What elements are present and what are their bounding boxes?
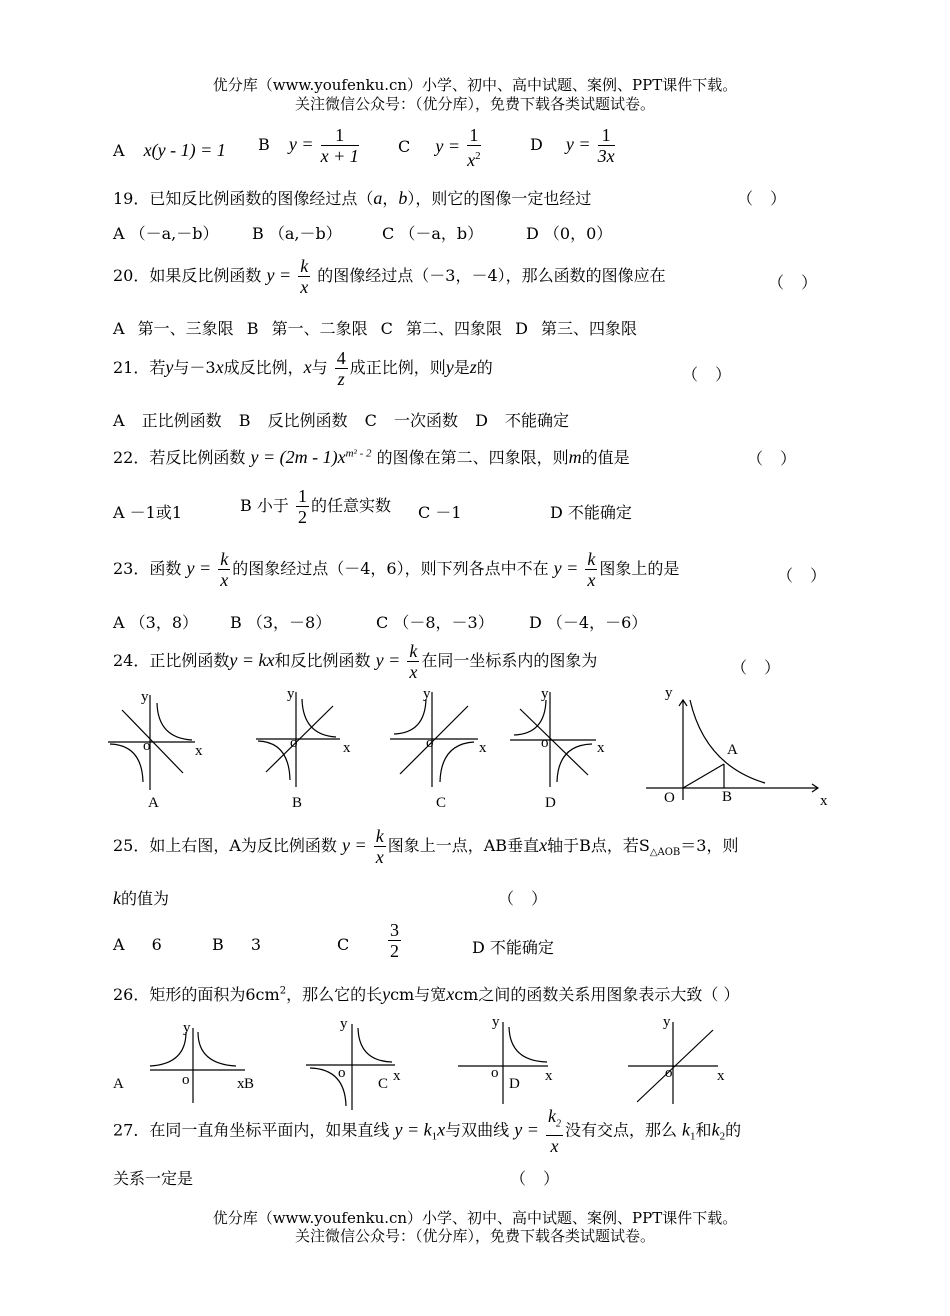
q24-yeq: y = <box>375 650 401 670</box>
q26-stem3: cm与宽 <box>390 985 447 1004</box>
q18-b-den: x + 1 <box>320 146 359 166</box>
q22-m: m <box>568 447 582 467</box>
q23-option-a: A （3，8） <box>113 613 199 632</box>
q26-label-a: A <box>113 1076 124 1092</box>
q25-option-d: D 不能确定 <box>472 938 554 957</box>
header-line-1: 优分库（www.youfenku.cn）小学、初中、高中试题、案例、PPT课件下载。 <box>212 76 738 94</box>
q24-num: 24．正比例函数 <box>113 651 230 670</box>
q25-yeq: y = <box>342 835 367 855</box>
q26-c-o: o <box>491 1065 499 1081</box>
q19-stem-part1: 19．已知反比例函数的图像经过点（ <box>113 189 374 208</box>
q26-a-o: o <box>182 1072 190 1088</box>
q24-b-o: o <box>290 735 298 751</box>
q23-option-c: C （－8，－3） <box>376 613 494 632</box>
q26-b-o: o <box>338 1065 346 1081</box>
q23-num: 23．函数 <box>113 559 182 578</box>
q24-c-x: x <box>479 740 487 756</box>
q21-p4: 与 <box>311 358 328 377</box>
q18-d-yeq: y = <box>565 134 591 154</box>
q27-sb: 2 <box>719 1130 726 1143</box>
q26-sq: 2 <box>279 985 287 997</box>
q25-option-a: A 6 <box>113 935 162 954</box>
q23-k2: k <box>587 549 596 569</box>
q27-and: 和 <box>695 1120 712 1140</box>
q18-c-sup: 2 <box>475 150 481 162</box>
q21-p3: 成反比例， <box>223 358 304 377</box>
q25-stem2: 图象上一点，AB垂直 <box>387 836 540 855</box>
q24-a-x: x <box>195 743 203 759</box>
q22-b-post: 的任意实数 <box>310 496 391 515</box>
q18-label-d: D <box>530 135 543 154</box>
q19-sep: ， <box>382 189 399 208</box>
q19-answer-paren: （ ） <box>737 189 793 208</box>
q20-k: k <box>300 256 309 276</box>
q18-b-num: 1 <box>321 125 359 146</box>
q24-a-o: o <box>143 738 151 754</box>
q21-y: y <box>165 357 174 377</box>
q20-options: A 第一、三象限 B 第一、二象限 C 第二、四象限 D 第三、四象限 <box>113 319 637 338</box>
q26-d-o: o <box>665 1065 673 1081</box>
q24-label-d: D <box>545 795 556 811</box>
q25-stem5: 的值为 <box>121 889 170 908</box>
q24-k: k <box>409 641 418 661</box>
q18-c-yeq: y = <box>435 136 460 156</box>
fig-y: y <box>665 685 673 701</box>
q27-stem3: 的 <box>725 1120 742 1140</box>
q19-stem-part2: ），则它的图像一定也经过 <box>407 189 592 208</box>
q18-d-num: 1 <box>598 125 615 146</box>
q24-stem2: 在同一坐标系内的图象为 <box>421 651 598 670</box>
q23-x2: x <box>587 570 596 590</box>
q21-four: 4 <box>336 348 346 368</box>
q23-k: k <box>220 549 229 569</box>
q26-label-d: D <box>509 1076 520 1092</box>
q18-b-yeq: y = <box>288 134 314 154</box>
q20-yeq: y = <box>266 265 292 285</box>
q26-a-x: x <box>237 1076 245 1092</box>
q19-option-a: A （－a,－b） <box>113 224 219 243</box>
q26-graph-b <box>306 1024 395 1110</box>
q18-d-den: 3x <box>597 146 615 166</box>
q18-label-c: C <box>398 137 411 156</box>
q18-c-den: x <box>467 150 476 170</box>
q26-stem2: ，那么它的长 <box>286 985 383 1004</box>
q23-option-b: B （3，－8） <box>230 613 332 632</box>
q26-label-c: C <box>378 1076 389 1092</box>
q24-b-x: x <box>343 740 351 756</box>
q21-p5: 成正比例，则 <box>349 358 446 377</box>
q24-d-x: x <box>597 740 605 756</box>
q21-options: A 正比例函数 B 反比例函数 C 一次函数 D 不能确定 <box>113 411 569 430</box>
q25-c-num: 3 <box>390 920 399 940</box>
q20-stem2: 的图像经过点（－3，－4），那么函数的图像应在 <box>317 266 666 285</box>
q24-d-y: y <box>541 686 549 702</box>
q26-graph-a <box>150 1028 245 1103</box>
q25-stem4: ＝3，则 <box>680 836 739 855</box>
q24-d-o: o <box>541 735 549 751</box>
q21-p7: 的 <box>476 358 493 377</box>
q26-graph-c <box>458 1022 548 1104</box>
q21-p1: 21．若 <box>113 358 166 377</box>
q24-a-y: y <box>141 689 149 705</box>
q27-line2: 关系一定是 <box>113 1169 194 1188</box>
q19-a: a <box>373 188 383 208</box>
q19-option-d: D （0，0） <box>526 224 613 243</box>
q24-answer-paren: （ ） <box>731 658 787 677</box>
q25-x: x <box>375 847 384 867</box>
q26-label-b: B <box>244 1076 255 1092</box>
q18-label-a: A <box>113 141 125 160</box>
q26-x: x <box>446 984 455 1004</box>
q24-b-y: y <box>287 686 295 702</box>
q20-answer-paren: （ ） <box>768 273 824 292</box>
q25-answer-paren: （ ） <box>498 889 554 908</box>
q23-option-d: D （－4，－6） <box>529 613 648 632</box>
q27-k2: k <box>547 1106 556 1126</box>
q27-answer-paren: （ ） <box>510 1169 566 1188</box>
q24-label-b: B <box>292 795 303 811</box>
q18-c-num: 1 <box>467 125 481 146</box>
q22-answer-paren: （ ） <box>747 449 803 468</box>
q27-s1: 1 <box>431 1130 438 1143</box>
q26-graph-d <box>628 1022 718 1104</box>
q25-k2: k <box>113 888 121 908</box>
q23-answer-paren: （ ） <box>777 566 833 585</box>
fig-O: O <box>664 790 675 806</box>
q25-option-b: B 3 <box>212 935 262 954</box>
fig-A: A <box>727 742 738 758</box>
q25-x2: x <box>539 835 548 855</box>
q27-stem <box>113 1106 741 1156</box>
q27-num: 27．在同一直角坐标平面内，如果直线 <box>113 1120 390 1140</box>
q22-stem2: 的图像在第二、四象限，则 <box>376 448 569 467</box>
q21-z: z <box>337 369 345 389</box>
q19-option-c: C （－a，b） <box>382 224 484 243</box>
q22-option-d: D 不能确定 <box>550 503 632 522</box>
q22-b-pre: B 小于 <box>240 496 289 515</box>
q20-num: 20．如果反比例函数 <box>113 266 262 285</box>
q26-a-y: y <box>183 1020 191 1036</box>
q23-yeq: y = <box>186 558 212 578</box>
q21-answer-paren: （ ） <box>682 365 738 384</box>
q24-c-y: y <box>423 686 431 702</box>
q26-y: y <box>382 984 391 1004</box>
q22-option-c: C －1 <box>418 503 462 522</box>
header-line-2: 关注微信公众号：（优分库），免费下载各类试题试卷。 <box>294 95 655 113</box>
q21-x: x <box>215 357 224 377</box>
q21-x2: x <box>303 357 312 377</box>
q26-b-y: y <box>340 1016 348 1032</box>
q27-kb: k <box>711 1119 720 1140</box>
footer-line-1: 优分库（www.youfenku.cn）小学、初中、高中试题、案例、PPT课件下载。 <box>212 1209 738 1227</box>
q26-c-y: y <box>492 1014 500 1030</box>
q27-x: x <box>550 1135 559 1156</box>
q27-mid: 与双曲线 <box>445 1120 510 1140</box>
q23-x: x <box>220 570 229 590</box>
q27-xx: x <box>437 1119 446 1140</box>
q21-z2: z <box>469 357 477 377</box>
q27-sa: 1 <box>690 1130 696 1143</box>
q21-p2: 与－3 <box>173 358 216 377</box>
footer-line-2: 关注微信公众号：（优分库），免费下载各类试题试卷。 <box>294 1227 655 1245</box>
q23-yeq2: y = <box>553 558 579 578</box>
q25-option-c: C <box>337 935 350 954</box>
q27-stem2: 没有交点，那么 <box>564 1120 677 1140</box>
q24-c-o: o <box>426 735 434 751</box>
q27-s2: 2 <box>555 1118 561 1130</box>
q26-b-x: x <box>393 1068 401 1084</box>
q26-d-x: x <box>717 1068 725 1084</box>
q22-stem3: 的值是 <box>581 448 630 467</box>
q25-stem3: 轴于B点，若S <box>547 836 650 855</box>
q22-formula: y = (2m - 1)x <box>250 447 346 467</box>
q24-f1: y = kx <box>229 650 275 670</box>
q25-sub: △AOB <box>649 847 681 859</box>
fig-B: B <box>722 789 733 805</box>
q27-f1: y = k <box>394 1119 432 1140</box>
q22-b-den: 2 <box>297 507 307 527</box>
q18-option-a: x(y - 1) = 1 <box>143 140 226 160</box>
q20-x: x <box>300 277 309 297</box>
q24-mid: 和反比例函数 <box>274 651 371 670</box>
q22-num: 22．若反比例函数 <box>113 448 246 467</box>
q21-p6: 是 <box>453 358 470 377</box>
q24-label-c: C <box>436 795 447 811</box>
q27-yeq: y = <box>514 1119 539 1140</box>
q21-y2: y <box>445 357 454 377</box>
q25-num: 25．如上右图，A为反比例函数 <box>113 836 337 855</box>
q22-option-a: A －1或1 <box>113 503 183 522</box>
q23-stem2: 的图象经过点（－4，6），则下列各点中不在 <box>232 559 549 578</box>
q22-exp: m² - 2 <box>345 447 372 460</box>
q19-option-b: B （a,－b） <box>252 224 342 243</box>
fig-x: x <box>820 793 828 809</box>
q24-x: x <box>409 662 418 682</box>
q27-ka: k <box>682 1119 691 1140</box>
q26-num: 26．矩形的面积为6cm <box>113 985 280 1004</box>
q26-d-y: y <box>663 1014 671 1030</box>
q25-k: k <box>375 826 384 846</box>
q19-b: b <box>398 188 408 208</box>
q26-stem4: cm之间的函数关系用图象表示大致（ ） <box>454 985 740 1004</box>
q25-c-den: 2 <box>390 941 399 961</box>
q22-b-num: 1 <box>297 486 307 506</box>
q26-c-x: x <box>545 1068 553 1084</box>
q23-stem3: 图象上的是 <box>599 559 680 578</box>
q24-label-a: A <box>148 795 159 811</box>
q18-label-b: B <box>258 135 270 154</box>
